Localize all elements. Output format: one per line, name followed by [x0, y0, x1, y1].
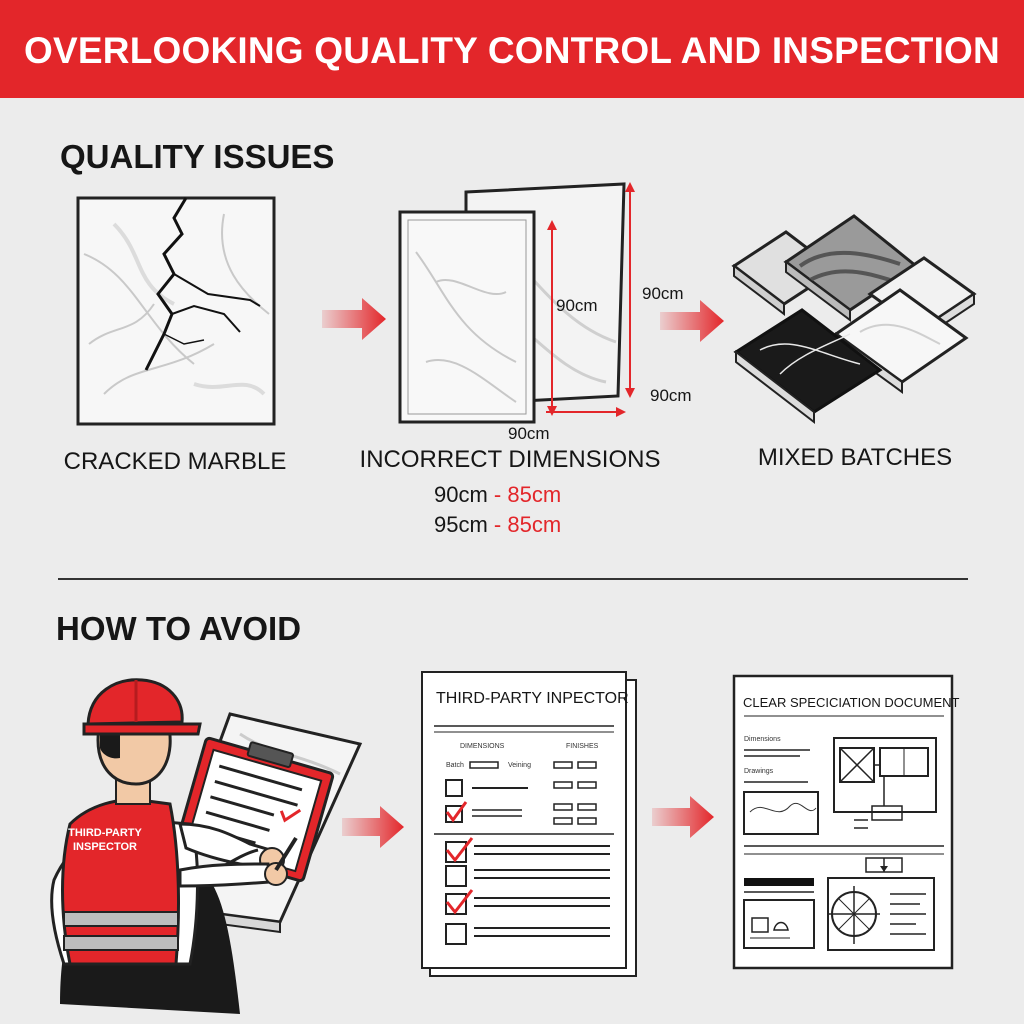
- cracked-marble-caption: CRACKED MARBLE: [63, 448, 287, 475]
- stated-dimension: 90cm: [434, 482, 488, 507]
- spec-label-dimensions: Dimensions: [744, 736, 781, 743]
- dimension-row-2: [434, 512, 561, 538]
- page-title: OVERLOOKING QUALITY CONTROL AND INSPECTION: [24, 30, 1000, 71]
- width-label: 90cm: [508, 424, 550, 443]
- incorrect-dimensions-illustration: [396, 182, 636, 426]
- actual-dimension: 85cm: [507, 512, 562, 537]
- quality-issues-heading: QUALITY ISSUES: [60, 138, 335, 175]
- vest-label-line1: THIRD-PARTY: [68, 827, 142, 839]
- spec-title: CLEAR SPECICIATION DOCUMENT: [743, 695, 960, 710]
- back-height-label: 90cm: [642, 284, 684, 303]
- vest-label-line2: INSPECTOR: [73, 841, 137, 853]
- checklist-column-left: DIMENSIONS: [460, 743, 505, 750]
- checklist-title: THIRD-PARTY INPECTOR: [436, 690, 629, 707]
- arrow-right-icon: [342, 806, 404, 848]
- dimension-row-1: [434, 482, 561, 508]
- checklist-document: [418, 670, 640, 980]
- mixed-batches-caption: MIXED BATCHES: [757, 444, 953, 471]
- checklist-row-left-label: Batch: [446, 762, 464, 769]
- section-divider: [58, 578, 968, 580]
- arrow-right-icon: [660, 300, 724, 342]
- stated-dimension: 95cm: [434, 512, 488, 537]
- arrow-right-icon: [322, 298, 386, 340]
- specification-document: [730, 672, 956, 972]
- front-height-label: 90cm: [556, 296, 598, 315]
- cracked-marble-illustration: [74, 194, 280, 430]
- arrow-right-icon: [652, 796, 714, 838]
- dimension-separator: -: [487, 512, 508, 537]
- incorrect-dimensions-caption: INCORRECT DIMENSIONS: [359, 446, 661, 473]
- checklist-column-right: FINISHES: [566, 743, 599, 750]
- vest-label: [60, 826, 150, 854]
- actual-dimension: 85cm: [507, 482, 562, 507]
- mixed-batches-illustration: [730, 214, 980, 424]
- checklist-row-mid-label: Veining: [508, 762, 531, 769]
- dimension-separator: -: [487, 482, 508, 507]
- spec-label-drawings: Drawings: [744, 768, 774, 775]
- side-dimension-label: 90cm: [650, 386, 692, 405]
- how-to-avoid-heading: HOW TO AVOID: [56, 610, 302, 647]
